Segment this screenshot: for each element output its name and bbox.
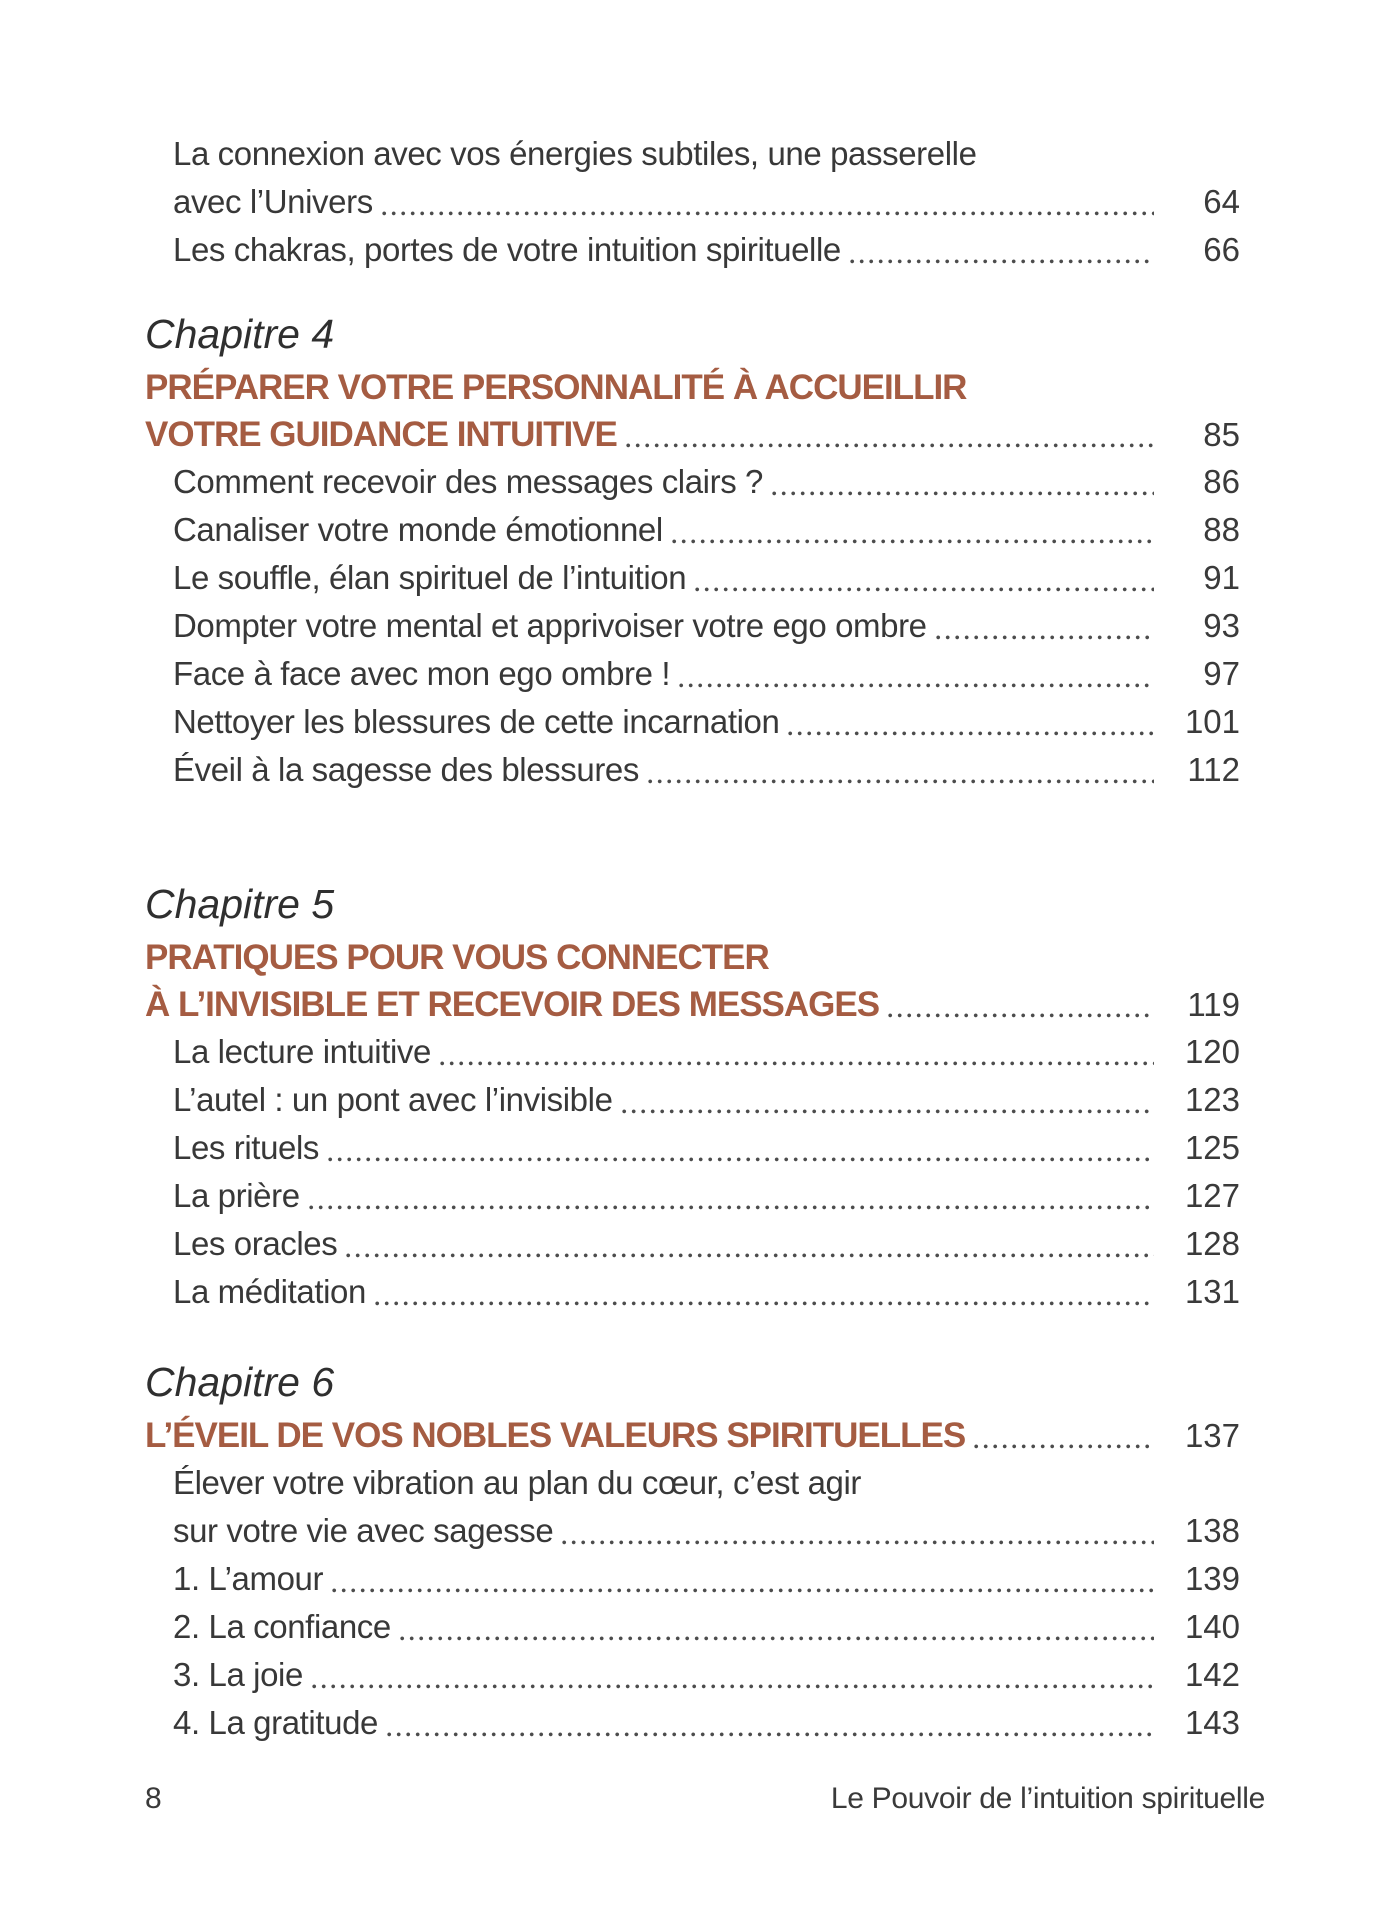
toc-entry-page: 101 [1184, 703, 1240, 740]
toc-entry-text: La connexion avec vos énergies subtiles, une passerelle [173, 135, 977, 172]
dot-leader [679, 683, 1154, 688]
toc-entry-text: Dompter votre mental et apprivoiser votre ego ombre [173, 607, 927, 644]
dot-leader [626, 443, 1154, 448]
toc-entry-text: sur votre vie avec sagesse [173, 1512, 554, 1549]
chapter-label: Chapitre 6 [145, 1359, 335, 1405]
toc-entry-text: 1. L’amour [173, 1560, 324, 1597]
toc-entry [145, 650, 1240, 698]
footer-running-title: Le Pouvoir de l’intuition spirituelle [830, 1782, 1265, 1815]
dot-leader [936, 635, 1154, 640]
dot-leader [400, 1636, 1154, 1641]
toc-entry-text: La méditation [173, 1273, 366, 1310]
toc-entry-text: L’autel : un pont avec l’invisible [173, 1081, 613, 1118]
toc-entry-text: Éveil à la sagesse des blessures [173, 751, 639, 788]
toc-entry-page: 139 [1184, 1560, 1240, 1597]
toc-entry [145, 458, 1240, 506]
toc-entry [145, 1172, 1240, 1220]
toc-entry-text: Les rituels [173, 1129, 320, 1166]
chapter-title: L’ÉVEIL DE VOS NOBLES VALEURS SPIRITUELLES [145, 1416, 966, 1455]
toc-entry-page: 128 [1184, 1225, 1240, 1262]
toc-entry-text: La lecture intuitive [173, 1033, 431, 1070]
toc-entry-text: Canaliser votre monde émotionnel [173, 511, 663, 548]
toc-entry [145, 1268, 1240, 1316]
dot-leader [332, 1588, 1154, 1593]
dot-leader [562, 1540, 1154, 1545]
toc-entry [145, 554, 1240, 602]
dot-leader [346, 1253, 1154, 1258]
dot-leader [850, 259, 1154, 264]
dot-leader [387, 1732, 1154, 1737]
chapter-label: Chapitre 5 [145, 881, 335, 927]
toc-entry-page: 64 [1203, 183, 1240, 220]
toc-entry-text: Le souffle, élan spirituel de l’intuition [173, 559, 687, 596]
chapter-page: 137 [1184, 1417, 1240, 1454]
dot-leader [974, 1444, 1154, 1449]
toc-entry-page: 66 [1203, 231, 1240, 268]
toc-entry-page: 93 [1203, 607, 1240, 644]
toc-entry-page: 140 [1184, 1608, 1240, 1645]
toc-entry [145, 1555, 1240, 1603]
toc-entry [145, 1699, 1240, 1747]
toc-entry-page: 142 [1184, 1656, 1240, 1693]
toc-entry [145, 506, 1240, 554]
dot-leader [695, 587, 1154, 592]
dot-leader [309, 1205, 1154, 1210]
toc-entry-page: 143 [1184, 1704, 1240, 1741]
toc-entry-text: La prière [173, 1177, 300, 1214]
dot-leader [622, 1109, 1154, 1114]
toc-entry-text: Face à face avec mon ego ombre ! [173, 655, 671, 692]
chapter-section [145, 1356, 1240, 1747]
chapter-page: 85 [1203, 416, 1240, 453]
dot-leader [328, 1157, 1154, 1162]
toc-entry-page: 123 [1184, 1081, 1240, 1118]
toc-entry [145, 698, 1240, 746]
toc-entry-page: 131 [1184, 1273, 1240, 1310]
toc-entry-page: 88 [1203, 511, 1240, 548]
toc-entry [145, 746, 1240, 794]
dot-leader [440, 1061, 1154, 1066]
chapter-entries [145, 1459, 1240, 1747]
toc-entry-page: 125 [1184, 1129, 1240, 1166]
toc-entry-text: Nettoyer les blessures de cette incarnation [173, 703, 780, 740]
chapter-title: PRÉPARER VOTRE PERSONNALITÉ À ACCUEILLIR [145, 368, 967, 407]
toc-entry [145, 1459, 1240, 1555]
dot-leader [888, 1013, 1154, 1018]
toc-entry [145, 226, 1240, 274]
toc-entry-page: 112 [1187, 751, 1240, 788]
table-of-contents [145, 130, 1240, 1747]
toc-entry [145, 602, 1240, 650]
chapter-section [145, 878, 1240, 1316]
toc-entry [145, 1124, 1240, 1172]
dot-leader [788, 731, 1154, 736]
toc-entry-page: 97 [1203, 655, 1240, 692]
toc-entry-text: 4. La gratitude [173, 1704, 378, 1741]
chapter-section [145, 308, 1240, 794]
toc-entry-text: Les chakras, portes de votre intuition spirituelle [173, 231, 841, 268]
toc-entry-page: 127 [1184, 1177, 1240, 1214]
dot-leader [375, 1301, 1154, 1306]
footer-page-number: 8 [145, 1782, 162, 1815]
toc-entry-page: 86 [1203, 463, 1240, 500]
chapter-title: VOTRE GUIDANCE INTUITIVE [145, 415, 617, 454]
dot-leader [672, 539, 1154, 544]
page-footer [145, 1782, 1265, 1816]
chapter-label: Chapitre 4 [145, 311, 335, 357]
toc-entry-text: Les oracles [173, 1225, 338, 1262]
toc-entry-text: 2. La confiance [173, 1608, 391, 1645]
toc-entry [145, 1220, 1240, 1268]
toc-entry-page: 91 [1203, 559, 1240, 596]
toc-entry-page: 138 [1184, 1512, 1240, 1549]
toc-entry-page: 120 [1184, 1033, 1240, 1070]
dot-leader [312, 1684, 1154, 1689]
toc-entry [145, 1651, 1240, 1699]
dot-leader [382, 211, 1154, 216]
dot-leader [772, 491, 1154, 496]
chapter-entries [145, 458, 1240, 794]
toc-entry [145, 130, 1240, 226]
toc-entry-text: avec l’Univers [173, 183, 373, 220]
toc-entry-text: Élever votre vibration au plan du cœur, c’est agir [173, 1464, 862, 1501]
chapter-entries [145, 1028, 1240, 1316]
toc-entry [145, 1028, 1240, 1076]
toc-entry [145, 1603, 1240, 1651]
chapter-page: 119 [1187, 986, 1240, 1023]
toc-entry-text: 3. La joie [173, 1656, 303, 1693]
chapter-title: À L’INVISIBLE ET RECEVOIR DES MESSAGES [145, 985, 880, 1024]
toc-entry [145, 1076, 1240, 1124]
toc-entry-text: Comment recevoir des messages clairs ? [173, 463, 764, 500]
dot-leader [648, 779, 1154, 784]
chapter-title: PRATIQUES POUR VOUS CONNECTER [145, 938, 769, 977]
